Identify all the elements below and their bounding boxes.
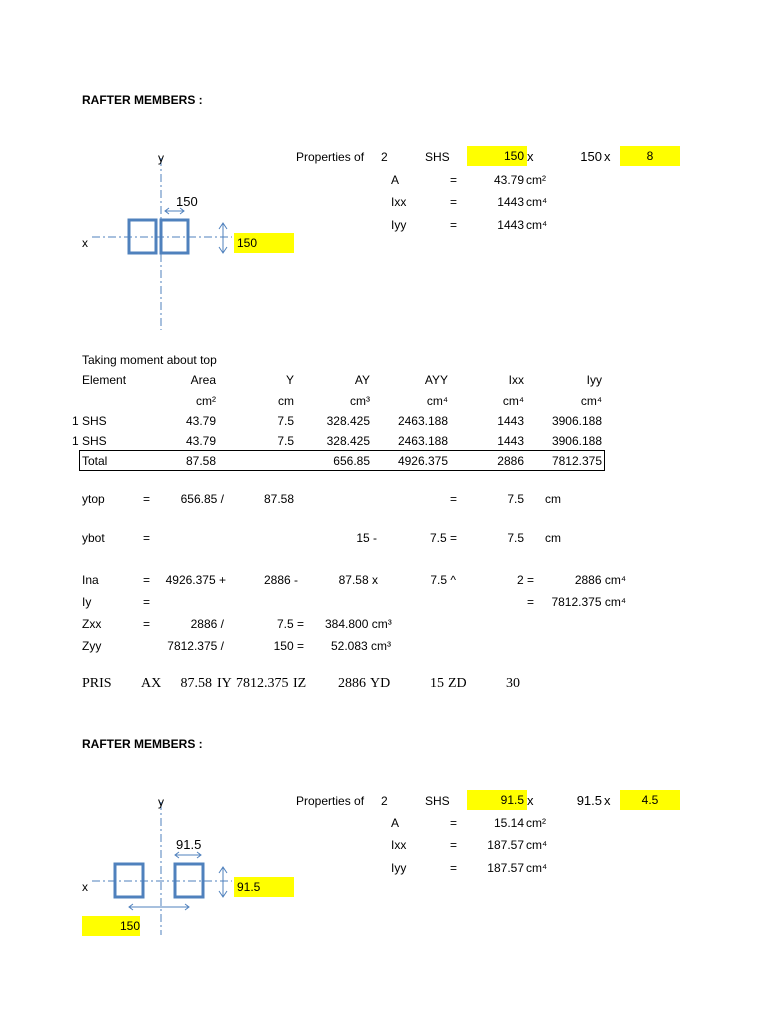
equals-sign: = [143, 573, 151, 587]
calc-term: 7.5 = [276, 617, 304, 631]
col-header-iyy: Iyy [586, 373, 602, 387]
qty: 1 [72, 434, 79, 448]
section-type: SHS [425, 150, 450, 164]
height-dimension-input[interactable]: 150 [234, 233, 294, 253]
equals-sign: = [450, 861, 458, 875]
y-axis-label: y [158, 795, 164, 809]
unit: cm² [526, 173, 546, 187]
pris-keyword: IZ [293, 676, 307, 691]
prop-value-ixx: 187.57 [487, 838, 524, 852]
calc-term: 2 = [516, 573, 534, 587]
calc-term: 150 = [273, 639, 304, 653]
dimension-1-input[interactable]: 91.5 [467, 790, 527, 810]
y: 7.5 [277, 434, 294, 448]
dimension-2: 150 [580, 149, 602, 164]
calc-label: Iy [82, 595, 92, 609]
dimension-2: 91.5 [576, 793, 602, 808]
times-sign: x [604, 793, 611, 808]
col-header-element: Element [82, 373, 127, 387]
times-sign: x [527, 149, 534, 164]
equals-sign: = [450, 173, 458, 187]
col-header-y: Y [285, 373, 294, 387]
unit: cm [545, 531, 561, 545]
calc-label: Zyy [82, 639, 102, 653]
width-dimension-label: 91.5 [176, 837, 202, 852]
total-ay: 656.85 [333, 454, 370, 468]
element: SHS [82, 414, 107, 428]
calc-result: 384.800 cm³ [325, 617, 392, 631]
prop-name-ixx: Ixx [391, 195, 407, 209]
properties-label: Properties of [296, 794, 365, 808]
unit-area: cm² [196, 394, 216, 408]
section-type: SHS [425, 794, 450, 808]
ay: 328.425 [326, 434, 370, 448]
calc-term: 15 - [356, 531, 377, 545]
prop-name-iyy: Iyy [391, 218, 407, 232]
col-header-ixx: Ixx [508, 373, 524, 387]
unit-ixx: cm⁴ [502, 394, 524, 408]
properties-label: Properties of [296, 150, 365, 164]
equals-sign: = [527, 595, 535, 609]
calc-label: Ina [82, 573, 99, 587]
unit-y: cm [278, 394, 294, 408]
calc-result: 7812.375 cm⁴ [551, 595, 626, 609]
calc-term: 656.85 / [180, 492, 224, 506]
ay: 328.425 [326, 414, 370, 428]
calc-term: 87.58 [263, 492, 294, 506]
pris-keyword: ZD [448, 676, 467, 691]
ixx: 1443 [497, 434, 524, 448]
area: 43.79 [185, 434, 216, 448]
calc-term: 2886 / [190, 617, 224, 631]
equals-sign: = [143, 617, 151, 631]
unit: cm [545, 492, 561, 506]
prop-value-area: 43.79 [493, 173, 524, 187]
equals-sign: = [450, 195, 458, 209]
calc-term: 87.58 x [338, 573, 378, 587]
height-dimension-input[interactable]: 91.5 [234, 877, 294, 897]
calc-label: ybot [82, 531, 105, 545]
total-iyy: 7812.375 [551, 454, 602, 468]
unit: cm⁴ [526, 861, 548, 875]
calc-label: Zxx [82, 617, 102, 631]
prop-name-ixx: Ixx [391, 838, 407, 852]
prop-value-area: 15.14 [493, 816, 524, 830]
pris-keyword: YD [370, 676, 391, 691]
total-label: Total [82, 454, 108, 468]
calc-result: 2886 cm⁴ [574, 573, 626, 587]
col-header-ay: AY [354, 373, 370, 387]
prop-name-area: A [391, 816, 400, 830]
total-area: 87.58 [185, 454, 216, 468]
equals-sign: = [143, 492, 151, 506]
calc-result: 7.5 [507, 531, 524, 545]
calc-term: 7.5 = [429, 531, 457, 545]
calc-label: ytop [82, 492, 105, 506]
unit: cm⁴ [526, 218, 548, 232]
element: SHS [82, 434, 107, 448]
area: 43.79 [185, 414, 216, 428]
qty: 1 [72, 414, 79, 428]
ixx: 1443 [497, 414, 524, 428]
pris-keyword: IY [217, 676, 232, 691]
section-heading: RAFTER MEMBERS : [82, 93, 203, 107]
y: 7.5 [277, 414, 294, 428]
equals-sign: = [450, 218, 458, 232]
table-caption: Taking moment about top [82, 353, 217, 367]
pris-keyword: AX [141, 676, 162, 691]
width-dimension-label: 150 [176, 194, 198, 209]
total-ixx: 2886 [497, 454, 524, 468]
dimension-1-input[interactable]: 150 [467, 146, 527, 166]
thickness-input[interactable]: 8 [620, 146, 680, 166]
times-sign: x [527, 793, 534, 808]
pris-value: 15 [430, 676, 444, 691]
col-header-area: Area [190, 373, 216, 387]
x-axis-label: x [82, 236, 88, 250]
calc-term: 7.5 ^ [430, 573, 456, 587]
x-axis-label: x [82, 880, 88, 894]
calc-term: 4926.375 + [165, 573, 226, 587]
pris-value: 87.58 [180, 676, 212, 691]
member-count: 2 [381, 794, 388, 808]
equals-sign: = [450, 816, 458, 830]
pris-keyword: PRIS [82, 676, 112, 691]
col-header-ayy: AYY [424, 373, 448, 387]
total-ayy: 4926.375 [397, 454, 448, 468]
iyy: 3906.188 [551, 434, 602, 448]
prop-value-iyy: 1443 [497, 218, 524, 232]
equals-sign: = [450, 492, 458, 506]
pris-value: 7812.375 [236, 676, 289, 691]
section-heading: RAFTER MEMBERS : [82, 737, 203, 751]
equals-sign: = [143, 531, 151, 545]
ayy: 2463.188 [397, 434, 448, 448]
prop-value-ixx: 1443 [497, 195, 524, 209]
prop-name-area: A [391, 173, 400, 187]
unit-iyy: cm⁴ [580, 394, 602, 408]
thickness-input[interactable]: 4.5 [620, 790, 680, 810]
y-axis-label: y [158, 151, 164, 165]
prop-value-iyy: 187.57 [487, 861, 524, 875]
calc-term: 7812.375 / [167, 639, 224, 653]
unit: cm⁴ [526, 838, 548, 852]
times-sign: x [604, 149, 611, 164]
pris-value: 2886 [338, 676, 366, 691]
member-count: 2 [381, 150, 388, 164]
ayy: 2463.188 [397, 414, 448, 428]
calc-term: 2886 - [263, 573, 298, 587]
spacing-input[interactable]: 150 [82, 916, 140, 936]
calc-result: 7.5 [507, 492, 524, 506]
calc-result: 52.083 cm³ [331, 639, 392, 653]
equals-sign: = [450, 838, 458, 852]
iyy: 3906.188 [551, 414, 602, 428]
unit: cm² [526, 816, 546, 830]
unit-ayy: cm⁴ [426, 394, 448, 408]
unit-ay: cm³ [350, 394, 370, 408]
prop-name-iyy: Iyy [391, 861, 407, 875]
unit: cm⁴ [526, 195, 548, 209]
pris-value: 30 [506, 676, 520, 691]
equals-sign: = [143, 595, 151, 609]
